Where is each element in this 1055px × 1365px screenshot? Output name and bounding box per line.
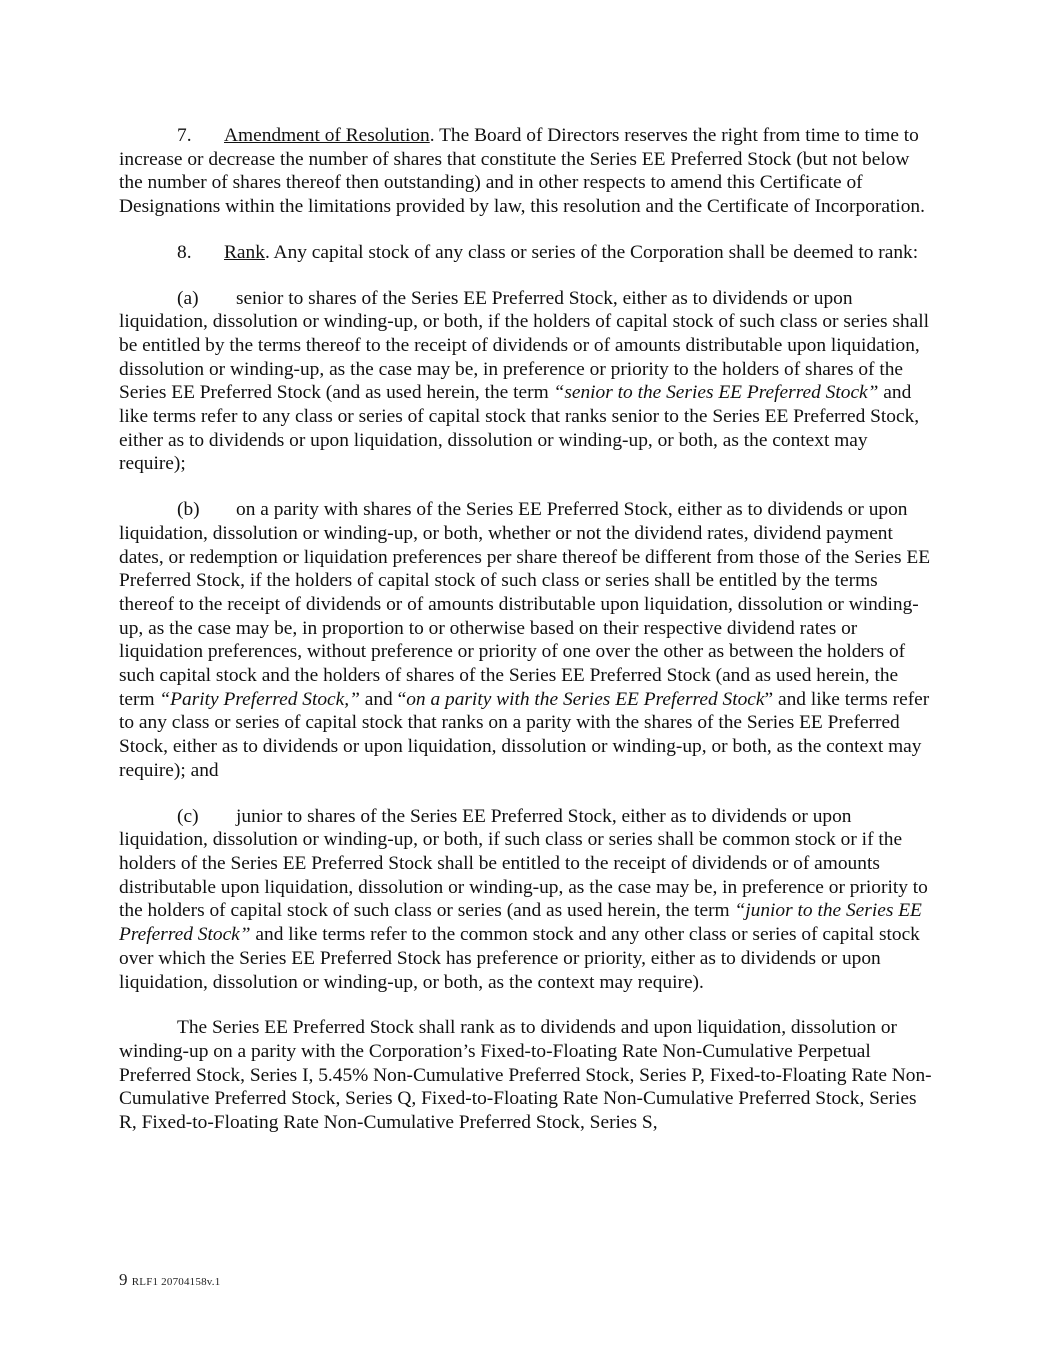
clause-a-label: (a): [177, 287, 199, 309]
section-7-paragraph: [119, 124, 934, 219]
section-8-paragraph: [119, 241, 934, 265]
clause-a-defined-term: “senior to the Series EE Preferred Stock”: [553, 382, 879, 404]
section-8-heading: Rank: [224, 241, 265, 263]
clause-c-text-1: junior to shares of the Series EE Preferred Stock, either as to dividends or upon liquidation, dissolution or winding-up, or both, if such class or series shall be common stock or if the holders of the Series EE Preferred Stock shall be entitled to the receipt of dividends or of amounts distributable upon liquidation, dissolution or winding-up, as the case may be, in preference or priority to the holders of capital stock of such class or series (and as used herein, the term: [119, 805, 928, 922]
clause-a-text-1: senior to shares of the Series EE Preferred Stock, either as to dividends or upon liquidation, dissolution or winding-up, or both, if the holders of capital stock of such class or series shall be entitled by the terms thereof to the receipt of dividends or of amounts distributable upon liquidation, dissolution or winding-up, as the case may be, in preference or priority to the holders of shares of the Series EE Preferred Stock (and as used herein, the term: [119, 287, 929, 404]
section-7-number: 7.: [177, 125, 192, 146]
section-8-text: . Any capital stock of any class or series of the Corporation shall be deemed to rank:: [264, 241, 919, 263]
clause-b-text-1: on a parity with shares of the Series EE Preferred Stock, either as to dividends or upon liquidation, dissolution or winding-up, or both, whether or not the dividend rates, dividend payment dates, or redemption or liquidation preferences per share thereof be different from those of the Series EE Preferred Stock, if the holders of capital stock of such class or series shall be entitled by the terms thereof to the receipt of dividends or of amounts distributable upon liquidation, dissolution or winding-up, as the case may be, in proportion to or otherwise based on their respective dividend rates or liquidation preferences, without preference or priority of one over the other as between the holders of such capital stock and the holders of shares of the Series EE Preferred Stock (and as used herein, the term: [119, 499, 931, 710]
page-number: 9: [119, 1270, 128, 1289]
document-id: RLF1 20704158v.1: [131, 1276, 221, 1288]
clause-a-paragraph: [119, 287, 934, 477]
section-7-text: . The Board of Directors reserves the right from time to time to increase or decrease the number of shares that constitute the Series EE Preferred Stock (but not below the number of shares thereof then outstanding) and in other respects to amend this Certificate of Designations within the limitations provided by law, this resolution and the Certificate of Incorporation.: [119, 125, 925, 218]
rank-paragraph: The Series EE Preferred Stock shall rank as to dividends and upon liquidation, dissolution or winding-up on a parity with the Corporation’s Fixed-to-Floating Rate Non-Cumulative Perpetual Preferred Stock, Series I, 5.45% Non-Cumulative Preferred Stock, Series P, Fixed-to-Floating Rate Non-Cumulative Preferred Stock, Series Q, Fixed-to-Floating Rate Non-Cumulative Preferred Stock, Series R, Fixed-to-Floating Rate Non-Cumulative Preferred Stock, Series S,: [119, 1017, 932, 1134]
clause-c-label: (c): [177, 805, 199, 827]
clause-c-paragraph: [119, 805, 934, 995]
clause-b-defined-term-1: “Parity Preferred Stock,”: [159, 688, 360, 710]
clause-b-paragraph: [119, 498, 934, 782]
document-body: [119, 124, 934, 1135]
clause-b-text-2: and “: [359, 688, 407, 710]
page-footer: [119, 1270, 220, 1290]
section-7-heading: Amendment of Resolution: [224, 125, 430, 146]
clause-b-defined-term-2: on a parity with the Series EE Preferred Stock: [406, 688, 765, 710]
section-8-number: 8.: [177, 241, 192, 263]
clause-c-defined-term: “junior to the Series EE Preferred Stock”: [119, 900, 922, 946]
clause-b-text-3: ” and like terms refer to any class or series of capital stock that ranks on a parity with the shares of the Series EE Preferred Stock, either as to dividends or upon liquidation, dissolution or winding-up, or both, as the context may require); and: [119, 688, 930, 781]
clause-b-label: (b): [177, 499, 200, 521]
clause-a-text-2: and like terms refer to any class or series of capital stock that ranks senior to the Series EE Preferred Stock, either as to dividends or upon liquidation, dissolution or winding-up, or both, as the context may require);: [119, 382, 920, 475]
clause-c-text-2: and like terms refer to the common stock and any other class or series of capital stock over which the Series EE Preferred Stock has preference or priority, either as to dividends or upon liquidation, dissolution or winding-up, or both, as the context may require).: [119, 924, 920, 993]
